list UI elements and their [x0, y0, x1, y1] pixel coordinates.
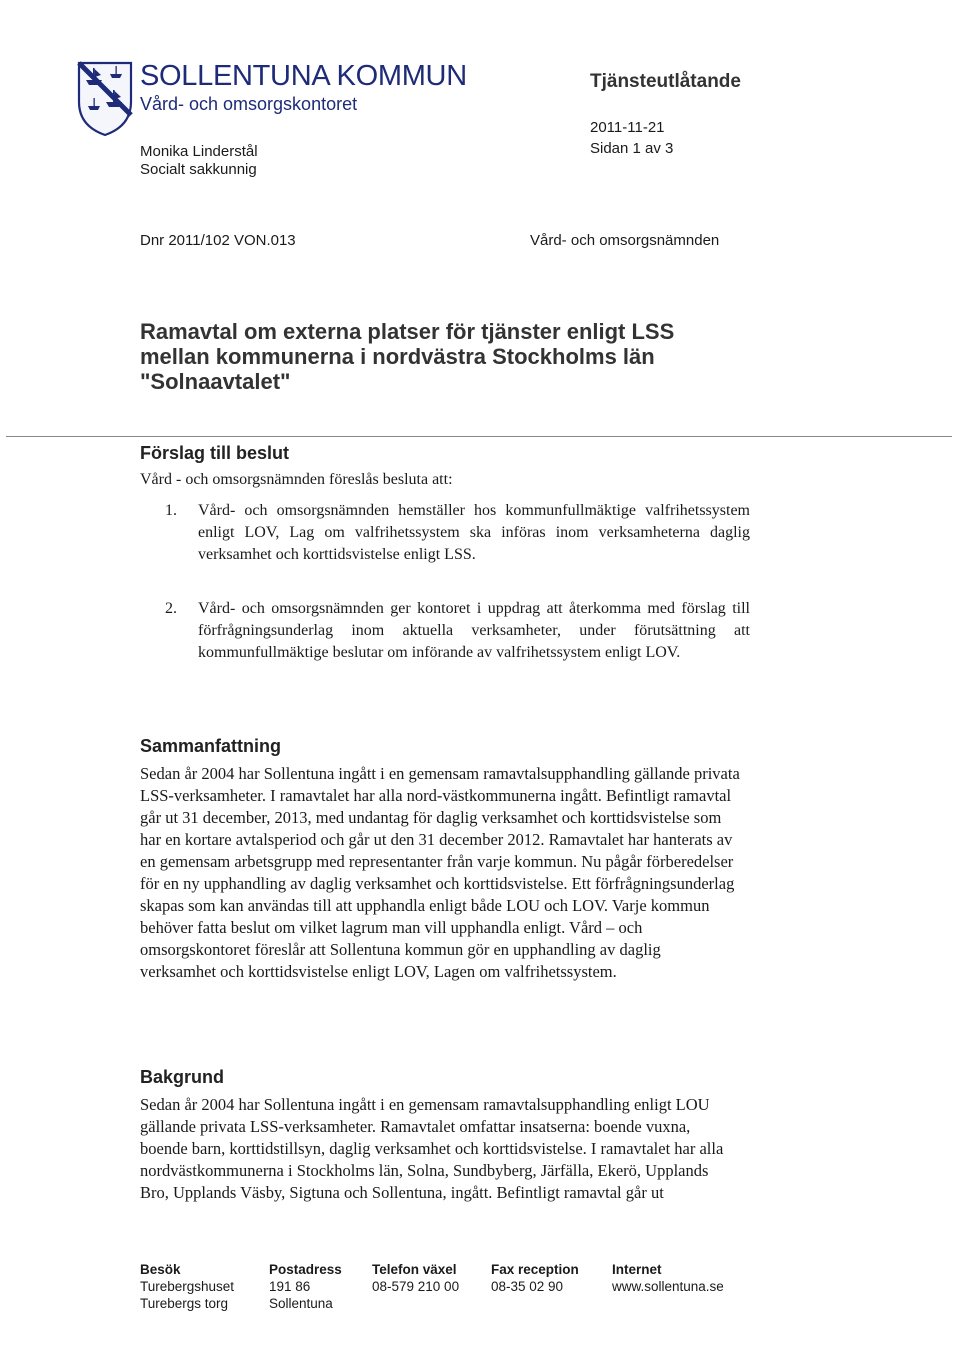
footer-website-link[interactable]: www.sollentuna.se — [612, 1279, 724, 1294]
bakgrund-text: Sedan år 2004 har Sollentuna ingått i en gemensam ramavtalsupphandling enligt LOU gällande privata LSS-verksamheter. Ramavtalet omfattar insatserna: boende vuxna, boende barn, korttidstillsyn, daglig verksamhet och korttidsvistelse. I ramavtalet har alla nordvästkommunerna i Stockholms län, Solna, Sundbyberg, Järfälla, Ekerö, Upplands Bro, Upplands Väsby, Sigtuna och Sollentuna, ingått. Befintligt ramavtal går ut — [140, 1095, 724, 1202]
footer-phone-number: 08-579 210 00 — [372, 1279, 460, 1294]
document-type: Tjänsteutlåtande — [590, 71, 741, 92]
footer-visit-line-1: Turebergshuset — [140, 1279, 235, 1294]
sammanfattning-text: Sedan år 2004 har Sollentuna ingått i en gemensam ramavtalsupphandling gällande privata LSS-verksamheter. I ramavtalet har alla nord-västkommunerna ingått. Befintligt ramavtal går ut 31 december, 2013, med undantag för daglig verksamhet och korttidsvistelse som har en kortare avtalsperiod och går ut den 31 december 2012. Ramavtalet har hanterats av en gemensam arbetsgrupp med representanter från varje kommun. Nu pågår förberedelser för en ny upphandling av daglig verksamhet och korttidsvistelse. Ett förfrågningsunderlag skapas som kan användas till att upphandla enligt både LOU och LOV. Varje kommun behöver fatta beslut om vilket lagrum man vill upphandla enligt. Vård – och omsorgskontoret föreslår att Sollentuna kommun gör en upphandling av daglig verksamhet och korttidsvistelse enligt LOV, Lagen om valfrihetssystem. — [140, 764, 740, 981]
footer-internet — [612, 1261, 724, 1295]
footer-postal-heading: Postadress — [269, 1262, 342, 1277]
section-heading-forslag: Förslag till beslut — [140, 443, 290, 463]
footer-fax — [491, 1261, 579, 1295]
footer-fax-number: 08-35 02 90 — [491, 1279, 564, 1294]
title-line-2: mellan kommunerna i nordvästra Stockholms län — [140, 344, 655, 369]
page-number: Sidan 1 av 3 — [590, 140, 674, 157]
footer-fax-heading: Fax reception — [491, 1262, 579, 1277]
municipal-coat-of-arms-icon — [76, 60, 134, 138]
list-item — [165, 598, 750, 664]
author-role: Socialt sakkunnig — [140, 161, 257, 178]
footer-postal-line-1: 191 86 — [269, 1279, 311, 1294]
list-item-text: Vård- och omsorgsnämnden ger kontoret i uppdrag att återkomma med förslag till förfrågningsunderlag inom aktuella verksamheter, under förutsättning att kommunfullmäktige beslutar om införande av valfrihetssystem enligt LOV. — [198, 600, 750, 661]
title-line-1: Ramavtal om externa platser för tjänster enligt LSS — [140, 319, 675, 344]
document-date: 2011-11-21 — [590, 119, 665, 136]
footer-postal — [269, 1261, 342, 1312]
organization-name: SOLLENTUNA KOMMUN — [140, 60, 467, 92]
forslag-intro: Vård - och omsorgsnämnden föreslås besluta att: — [140, 471, 453, 488]
list-item-number: 1. — [165, 502, 177, 519]
footer-phone-heading: Telefon växel — [372, 1262, 457, 1277]
footer-postal-line-2: Sollentuna — [269, 1296, 333, 1311]
footer-phone — [372, 1261, 459, 1295]
section-heading-bakgrund: Bakgrund — [140, 1067, 225, 1087]
footer-visit-heading: Besök — [140, 1262, 181, 1277]
list-item — [165, 500, 750, 566]
section-heading-sammanfattning: Sammanfattning — [140, 736, 282, 756]
author-name: Monika Linderstål — [140, 143, 258, 160]
list-item-number: 2. — [165, 600, 177, 617]
organization-department: Vård- och omsorgskontoret — [140, 94, 358, 114]
reference-number: Dnr 2011/102 VON.013 — [140, 232, 296, 249]
footer-visit — [140, 1261, 234, 1312]
divider — [6, 436, 952, 437]
footer-visit-line-2: Turebergs torg — [140, 1296, 229, 1311]
list-item-text: Vård- och omsorgsnämnden hemställer hos kommunfullmäktige valfrihetssystem enligt LOV, Lag om valfrihetssystem ska införas inom verksamheterna daglig verksamhet och korttidsvistelse enligt LSS. — [198, 502, 750, 563]
document-title — [140, 319, 674, 394]
footer-internet-heading: Internet — [612, 1262, 662, 1277]
title-line-3: "Solnaavtalet" — [140, 369, 291, 394]
recipient: Vård- och omsorgsnämnden — [530, 232, 720, 249]
